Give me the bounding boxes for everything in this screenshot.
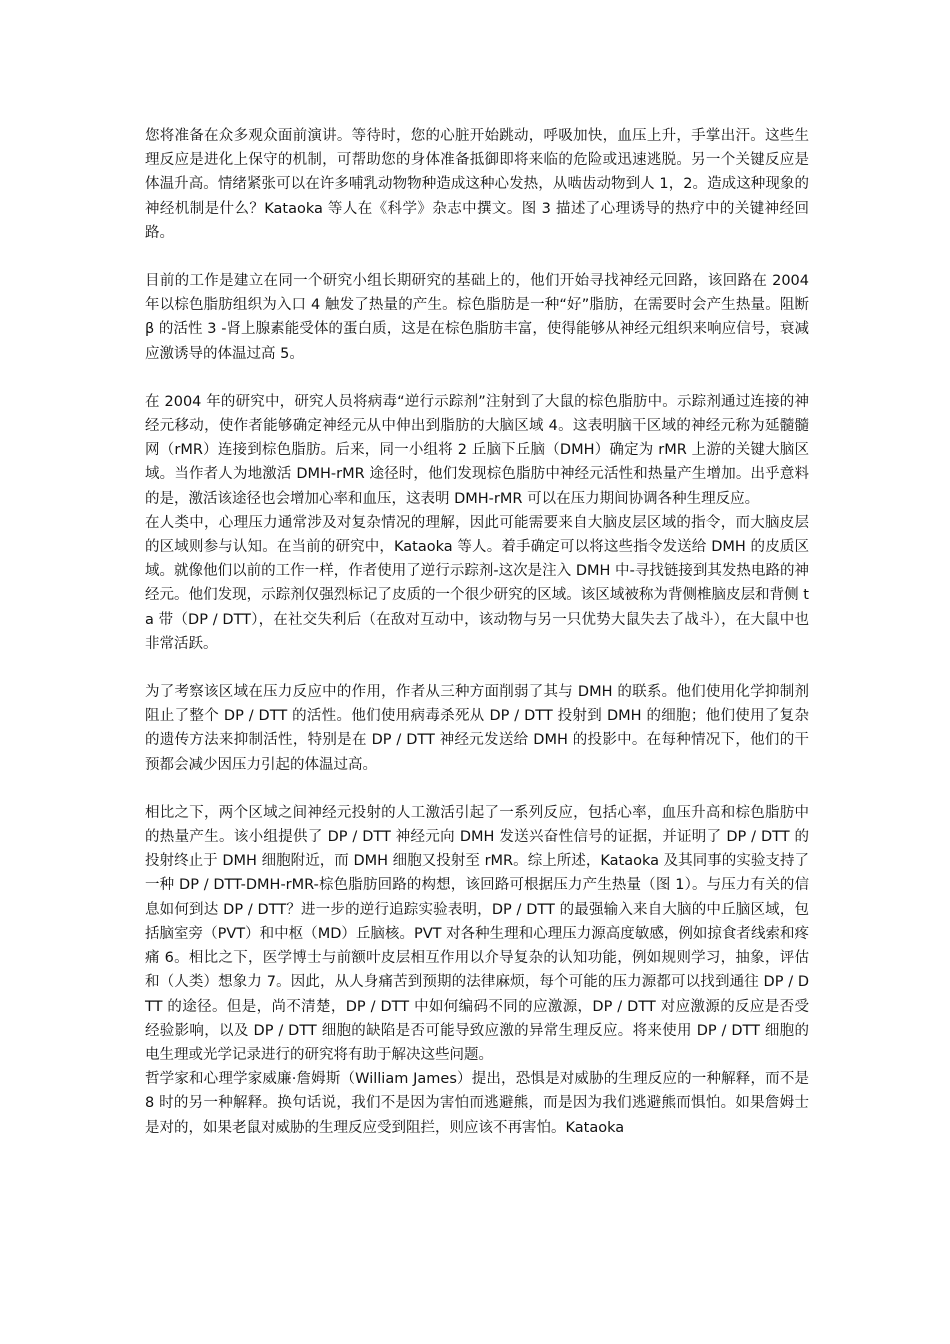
paragraph-inhibition: 为了考察该区域在压力反应中的作用，作者从三种方面削弱了其与 DMH 的联系。他们使用化学抑制剂阻止了整个 DP / DTT 的活性。他们使用病毒杀死从 DP / DTT 投射到 DMH 的细胞；他们使用了复杂的遗传方法来抑制活性，特别是在 DP / DTT 神经元发送给 DMH 的投影中。在每种情况下，他们的干预都会减少因压力引起的体温过高。 [145,684,809,773]
paragraph-background: 目前的工作是建立在同一个研究小组长期研究的基础上的，他们开始寻找神经元回路，该回路在 2004 年以棕色脂肪组织为入口 4 触发了热量的产生。棕色脂肪是一种“好”脂肪，在需要时会产生热量。阻断 β 的活性 3 -肾上腺素能受体的蛋白质，这是在棕色脂肪丰富，使得能够从神经元组织来响应信号，衰减应激诱导的体温过高 5。 [145,273,809,362]
paragraph-intro: 您将准备在众多观众面前演讲。等待时，您的心脏开始跳动，呼吸加快，血压上升，手掌出汗。这些生理反应是进化上保守的机制，可帮助您的身体准备抵御即将来临的危险或迅速逃脱。另一个关键反应是体温升高。情绪紧张可以在许多哺乳动物物种造成这种心发热，从啮齿动物到人 1，2。造成这种现象的神经机制是什么？Kataoka 等人在《科学》杂志中撰文。图 3 描述了心理诱导的热疗中的关键神经回路。 [145,128,809,241]
paragraph-william-james: 哲学家和心理学家威廉·詹姆斯（William James）提出，恐惧是对威胁的生理反应的一种解释，而不是 8 时的另一种解释。换句话说，我们不是因为害怕而逃避熊，而是因为我们逃避熊而惧怕。如果詹姆士是对的，如果老鼠对威胁的生理反应受到阻拦，则应该不再害怕。Kataoka [145,1071,809,1136]
paragraph-activation: 相比之下，两个区域之间神经元投射的人工激活引起了一系列反应，包括心率，血压升高和棕色脂肪中的热量产生。该小组提供了 DP / DTT 神经元向 DMH 发送兴奋性信号的证据，并证明了 DP / DTT 的投射终止于 DMH 细胞附近，而 DMH 细胞又投射至 rMR。综上所述，Kataoka 及其同事的实验支持了一种 DP / DTT-DMH-rMR-棕色脂肪回路的构想，该回路可根据压力产生热量（图 1）。与压力有关的信息如何到达 DP / DTT？进一步的逆行追踪实验表明，DP / DTT 的最强输入来自大脑的中丘脑区域，包括脑室旁（PVT）和中枢（MD）丘脑核。PVT 对各种生理和心理压力源高度敏感，例如掠食者线索和疼痛 6。相比之下，医学博士与前额叶皮层相互作用以介导复杂的认知功能，例如规则学习，抽象，评估和（人类）想象力 7。因此，从人身痛苦到预期的法律麻烦，每个可能的压力源都可以找到通往 DP / DTT 的途径。但是，尚不清楚，DP / DTT 中如何编码不同的应激源，DP / DTT 对应激源的反应是否受经验影响，以及 DP / DTT 细胞的缺陷是否可能导致应激的异常生理反应。将来使用 DP / DTT 细胞的电生理或光学记录进行的研究将有助于解决这些问题。 [145,804,809,1063]
paragraph-gap [145,777,809,801]
document-body [145,124,809,1140]
paragraph-gap [145,245,809,269]
paragraph-2004-study: 在 2004 年的研究中，研究人员将病毒“逆行示踪剂”注射到了大鼠的棕色脂肪中。示踪剂通过连接的神经元移动，使作者能够确定神经元从中伸出到脂肪的大脑区域 4。这表明脑干区域的神经元称为延髓髓网（rMR）连接到棕色脂肪。后来，同一小组将 2 丘脑下丘脑（DMH）确定为 rMR 上游的关键大脑区域。当作者人为地激活 DMH-rMR 途径时，他们发现棕色脂肪中神经元活性和热量产生增加。出乎意料的是，激活该途径也会增加心率和血压，这表明 DMH-rMR 可以在压力期间协调各种生理反应。 [145,393,809,507]
paragraph-human-stress: 在人类中，心理压力通常涉及对复杂情况的理解，因此可能需要来自大脑皮层区域的指令，而大脑皮层的区域则参与认知。在当前的研究中，Kataoka 等人。着手确定可以将这些指令发送给 DMH 的皮质区域。就像他们以前的工作一样，作者使用了逆行示踪剂-这次是注入 DMH 中-寻找链接到其发热电路的神经元。他们发现，示踪剂仅强烈标记了皮质的一个很少研究的区域。该区域被称为背侧椎脑皮层和背侧 ta 带（DP / DTT），在社交失利后（在敌对互动中，该动物与另一只优势大鼠失去了战斗），在大鼠中也非常活跃。 [145,514,809,652]
paragraph-gap [145,366,809,390]
paragraph-gap [145,656,809,680]
